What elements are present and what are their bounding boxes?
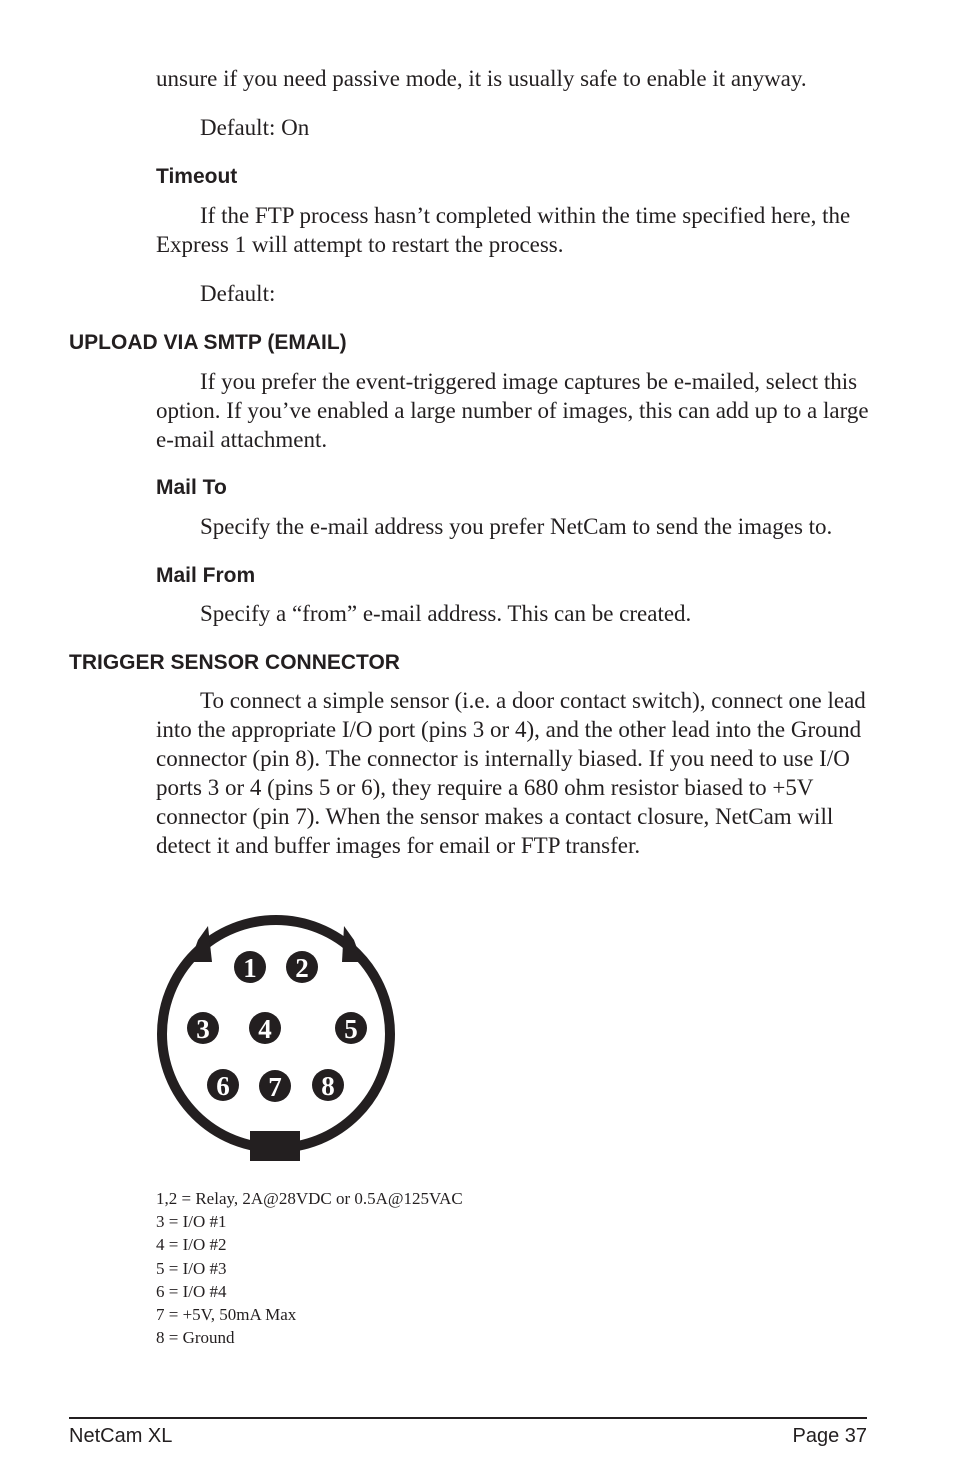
legend-item: 8 = Ground [156, 1328, 235, 1348]
timeout-default: Default: [200, 281, 276, 306]
pin-3-label: 3 [196, 1014, 210, 1044]
legend-item: 6 = I/O #4 [156, 1281, 227, 1301]
legend-item: 5 = I/O #3 [156, 1258, 227, 1278]
din-connector-diagram [150, 900, 410, 1170]
connector-key [250, 1131, 300, 1161]
pin-8 [312, 1069, 344, 1101]
legend-item: 3 = I/O #1 [156, 1212, 227, 1232]
mail-to-text: Specify the e-mail address you prefer NetCam to send the images to. [200, 514, 833, 539]
pin-2 [286, 951, 318, 983]
connector-notch-left [190, 926, 212, 962]
passive-mode-default: Default: On [200, 115, 310, 140]
legend-item: 7 = +5V, 50mA Max [156, 1305, 297, 1325]
pin-8-label: 8 [321, 1071, 335, 1101]
mail-from-text: Specify a “from” e-mail address. This can be created. [200, 601, 692, 626]
trigger-heading: TRIGGER SENSOR CONNECTOR [69, 651, 400, 674]
pin-6 [207, 1069, 239, 1101]
pin-3 [187, 1012, 219, 1044]
passive-mode-text: unsure if you need passive mode, it is usually safe to enable it anyway. [156, 66, 807, 91]
timeout-heading: Timeout [156, 165, 238, 188]
pin-7 [259, 1070, 291, 1102]
legend-item: 4 = I/O #2 [156, 1235, 227, 1255]
footer-product-name: NetCam XL [69, 1425, 173, 1447]
footer-page-number: Page 37 [792, 1425, 867, 1447]
pin-5 [335, 1012, 367, 1044]
pin-1 [234, 951, 266, 983]
trigger-text: To connect a simple sensor (i.e. a door contact switch), connect one lead into the appropriate I/O port (pins 3 or 4), and the other lead into the Ground connector (pin 8). The connector is internally biased. If you need to use I/O ports 3 or 4 (pins 5 or 6), they require a 680 ohm resistor biased to +5V connector (pin 7). When the sensor makes a contact closure, NetCam will detect it and buffer images for email or FTP transfer. [156, 688, 866, 858]
pin-6-label: 6 [216, 1071, 230, 1101]
mail-from-heading: Mail From [156, 564, 256, 587]
pin-5-label: 5 [344, 1014, 358, 1044]
pin-1-label: 1 [243, 953, 257, 983]
pin-4-label: 4 [258, 1014, 272, 1044]
timeout-text: If the FTP process hasn’t completed within the time specified here, the Express 1 will attempt to restart the process. [156, 203, 851, 257]
legend-item: 1,2 = Relay, 2A@28VDC or 0.5A@125VAC [156, 1189, 463, 1208]
mail-to-heading: Mail To [156, 476, 227, 499]
pin-4 [249, 1012, 281, 1044]
smtp-heading: UPLOAD VIA SMTP (EMAIL) [69, 331, 347, 354]
connector-notch-right [342, 926, 362, 962]
pin-7-label: 7 [268, 1072, 282, 1102]
footer-divider [69, 1417, 867, 1419]
smtp-text: If you prefer the event-triggered image captures be e-mailed, select this option. If you’ve enabled a large number of images, this can add up to a large e-mail attachment. [156, 369, 869, 452]
pin-legend [156, 1187, 463, 1349]
pin-2-label: 2 [295, 953, 309, 983]
